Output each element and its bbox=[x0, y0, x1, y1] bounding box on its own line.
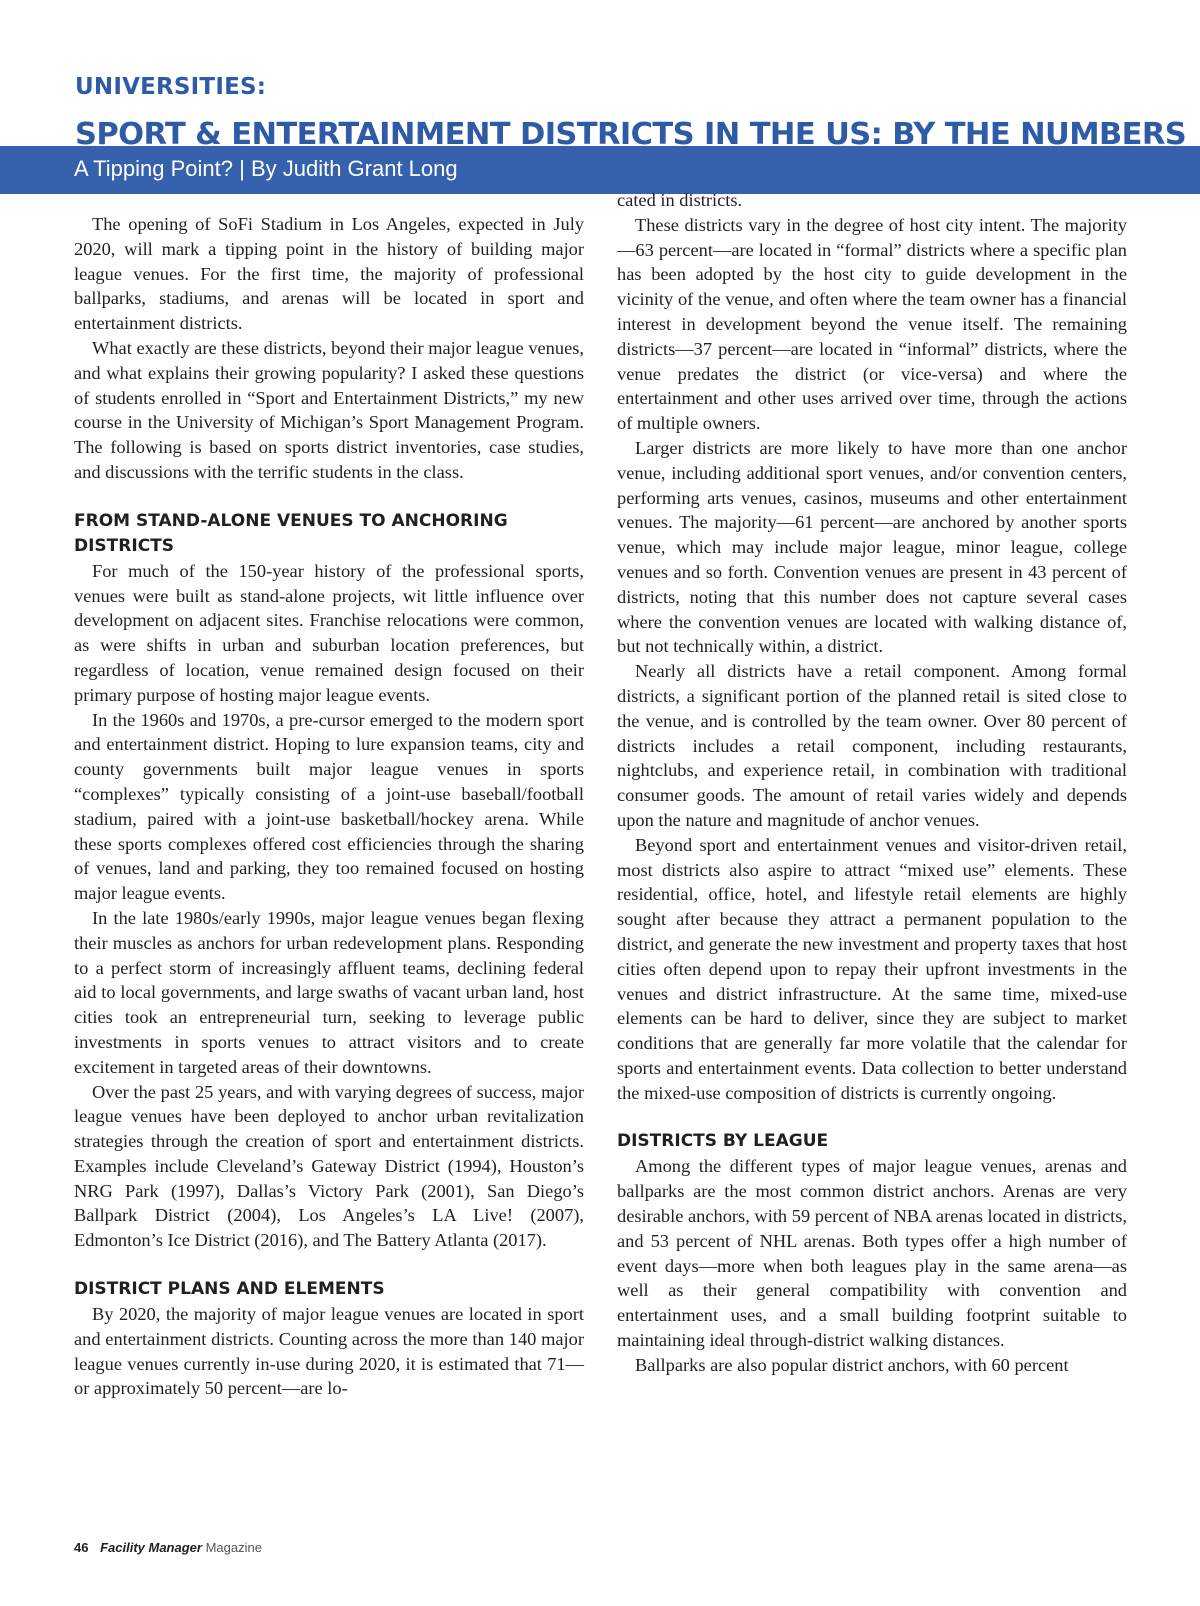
paragraph: In the late 1980s/early 1990s, major league venues began flexing their muscles as anchors for urban redevelopment plans. Responding to a perfect storm of increasingly affluent teams, declining federal aid to local governments, and large swaths of vacant urban land, host cities took an entrepreneurial turn, seeking to leverage public investments in sports venues to attract visitors and to create excitement in targeted areas of their downtowns. bbox=[74, 907, 584, 1077]
paragraph: Ballparks are also popular district anchors, with 60 percent bbox=[635, 1354, 1069, 1375]
article-deck: A Tipping Point? | By Judith Grant Long bbox=[74, 156, 458, 181]
paragraph: These districts vary in the degree of host city intent. The majority—63 percent—are located in “formal” districts where a specific plan has been adopted by the host city to guide development in the vicinity of the venue, and often where the team owner has a financial interest in development beyond the venue itself. The remaining districts—37 percent—are located in “informal” districts, where the venue predates the district (or vice-versa) and where the entertainment and other uses arrived over time, through the actions of multiple owners. bbox=[617, 214, 1127, 434]
magazine-suffix: Magazine bbox=[205, 1540, 262, 1555]
paragraph: For much of the 150-year history of the professional sports, venues were built as stand-alone projects, wit little influence over development on adjacent sites. Franchise relocations were common, as were shifts in urban and suburban location preferences, but regardless of location, venue remained design focused on their primary purpose of hosting major league events. bbox=[74, 560, 584, 705]
paragraph-continuation: cated in districts. bbox=[617, 190, 743, 210]
page-footer bbox=[74, 1540, 262, 1555]
section-heading: FROM STAND-ALONE VENUES TO ANCHORING DISTRICTS bbox=[74, 510, 508, 556]
section-kicker: UNIVERSITIES: bbox=[75, 74, 267, 100]
section-heading: DISTRICTS BY LEAGUE bbox=[617, 1131, 829, 1152]
paragraph: What exactly are these districts, beyond their major league venues, and what explains their growing popularity? I asked these questions of students enrolled in “Sport and Entertainment Districts,” my new course in the University of Michigan’s Sport Management Program. The following is based on sports district inventories, case studies, and discussions with the terrific students in the class. bbox=[74, 337, 584, 482]
paragraph: Over the past 25 years, and with varying degrees of success, major league venues have been deployed to anchor urban revitalization strategies through the creation of sport and entertainment districts. Examples include Cleveland’s Gateway District (1994), Houston’s NRG Park (1997), Dallas’s Victory Park (2001), San Diego’s Ballpark District (2004), Los Angeles’s LA Live! (2007), Edmonton’s Ice District (2016), and The Battery Atlanta (2017). bbox=[74, 1081, 584, 1251]
paragraph: In the 1960s and 1970s, a pre-cursor emerged to the modern sport and entertainment district. Hoping to lure expansion teams, city and county governments built major league venues in sports “complexes” typically consisting of a joint-use baseball/football stadium, paired with a joint-use basketball/hockey arena. While these sports complexes offered cost efficiencies through the sharing of venues, land and parking, they too remained focused on hosting major league events. bbox=[74, 709, 584, 904]
paragraph: Beyond sport and entertainment venues and visitor-driven retail, most districts also aspire to attract “mixed use” elements. These residential, office, hotel, and lifestyle retail elements are highly sought after because they attract a permanent population to the district, and generate the new investment and property taxes that host cities often depend upon to repay their upfront investments in the venues and district infrastructure. At the same time, mixed-use elements can be hard to deliver, since they are subject to market conditions that are generally far more volatile that the calendar for sports and entertainment events. Data collection to better understand the mixed-use composition of districts is currently ongoing. bbox=[617, 834, 1127, 1103]
article-headline: SPORT & ENTERTAINMENT DISTRICTS IN THE US: BY THE NUMBERS bbox=[75, 117, 1187, 152]
right-column bbox=[617, 188, 1127, 1378]
page-number: 46 bbox=[74, 1540, 89, 1555]
paragraph: Larger districts are more likely to have more than one anchor venue, including additional sport venues, and/or convention centers, performing arts venues, casinos, museums and other entertainment venues. The majority—61 percent—are anchored by another sports venue, which may include major league, minor league, college venues and so forth. Convention venues are present in 43 percent of districts, noting that this number does not capture several cases where the convention venues are located with walking distance of, but not technically within, a district. bbox=[617, 437, 1127, 657]
paragraph: The opening of SoFi Stadium in Los Angeles, expected in July 2020, will mark a tipping point in the history of building major league venues. For the first time, the majority of professional ballparks, stadiums, and arenas will be located in sport and entertainment districts. bbox=[74, 214, 584, 334]
paragraph: By 2020, the majority of major league venues are located in sport and entertainment districts. Counting across the more than 140 major league venues currently in-use during 2020, it is estimated that 71—or approximately 50 percent—are lo- bbox=[74, 1304, 584, 1399]
paragraph: Among the different types of major league venues, arenas and ballparks are the most common district anchors. Arenas are very desirable anchors, with 59 percent of NBA arenas located in districts, and 53 percent of NHL arenas. Both types offer a high number of event days—more when both leagues play in the same arena—as well as their general compatibility with convention and entertainment uses, and a small building footprint suitable to maintaining ideal through-district walking distances. bbox=[617, 1156, 1127, 1351]
section-heading: DISTRICT PLANS AND ELEMENTS bbox=[74, 1279, 385, 1300]
paragraph: Nearly all districts have a retail component. Among formal districts, a significant portion of the planned retail is sited close to the venue, and is controlled by the team owner. Over 80 percent of districts includes a retail component, including restaurants, nightclubs, and experience retail, in combination with traditional consumer goods. The amount of retail varies widely and depends upon the nature and magnitude of anchor venues. bbox=[617, 661, 1127, 830]
magazine-name: Facility Manager bbox=[100, 1540, 202, 1555]
left-column bbox=[74, 212, 584, 1401]
